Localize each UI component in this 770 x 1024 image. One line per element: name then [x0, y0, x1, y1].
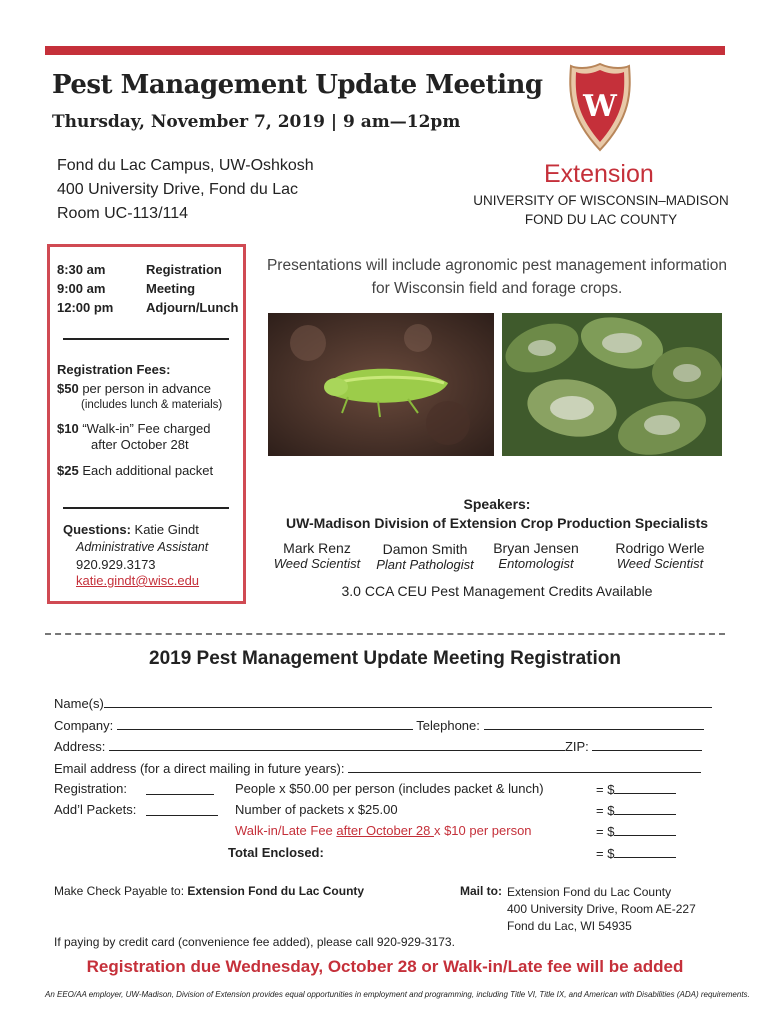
contact-email-link[interactable]: katie.gindt@wisc.edu	[76, 573, 200, 588]
zip-field[interactable]	[592, 738, 702, 751]
fees-heading: Registration Fees:	[57, 362, 171, 377]
extension-wordmark: Extension	[544, 160, 654, 188]
university-name: UNIVERSITY OF WISCONSIN–MADISON	[473, 193, 729, 208]
walkin-text-c: x $10 per person	[433, 823, 532, 838]
zip-label: ZIP:	[564, 739, 589, 754]
speaker	[373, 541, 477, 572]
credit-card-note: If paying by credit card (convenience fee added), please call 920-929-3173.	[54, 935, 455, 949]
fee-walkin	[57, 421, 210, 436]
cut-line	[45, 633, 725, 635]
leafhopper-photo	[268, 313, 494, 456]
schedule-item: Adjourn/Lunch	[146, 300, 239, 315]
speaker	[484, 540, 588, 571]
leaves-photo	[502, 313, 722, 456]
speaker-role: Weed Scientist	[273, 556, 361, 571]
schedule-times	[57, 260, 137, 317]
contact-line	[63, 522, 199, 537]
speakers-subtitle: UW-Madison Division of Extension Crop Production Specialists	[285, 515, 709, 531]
amount-row	[596, 823, 676, 839]
fee-amount: $50	[57, 381, 79, 396]
event-date: Thursday, November 7, 2019 | 9 am—12pm	[52, 112, 461, 132]
payable-row	[54, 884, 364, 898]
mail-line: 400 University Drive, Room AE-227	[507, 902, 696, 916]
email-field[interactable]	[348, 760, 701, 773]
total-label: Total Enclosed:	[228, 845, 324, 860]
location-line: Room UC-113/114	[57, 205, 189, 222]
contact-label: Questions:	[63, 522, 131, 537]
payable-to: Extension Fond du Lac County	[187, 884, 365, 898]
walkin-amount-field[interactable]	[614, 823, 676, 836]
fee-text-cont: after October 28t	[91, 437, 189, 452]
amount-row	[596, 802, 676, 818]
packets-text: Number of packets x $25.00	[235, 802, 398, 817]
speaker-role: Entomologist	[498, 556, 574, 571]
mail-label: Mail to:	[460, 884, 502, 898]
county-name: FOND DU LAC COUNTY	[524, 212, 678, 227]
fee-text: per person in advance	[82, 381, 211, 396]
speakers-title: Speakers:	[463, 496, 531, 512]
crest-letter: W	[583, 89, 617, 124]
names-row	[54, 695, 712, 711]
speakers-heading	[262, 495, 732, 533]
equals-dollar: = $	[596, 803, 615, 818]
ceu-credits: 3.0 CCA CEU Pest Management Credits Available	[341, 583, 653, 599]
fee-packet	[57, 463, 213, 478]
fee-note: (includes lunch & materials)	[81, 399, 223, 411]
packets-amount-field[interactable]	[614, 802, 676, 815]
speaker-name: Damon Smith	[382, 541, 468, 557]
company-row	[54, 717, 704, 733]
payable-label: Make Check Payable to:	[54, 884, 185, 898]
fee-amount: $10	[57, 421, 79, 436]
divider	[63, 507, 229, 509]
speaker-name: Mark Renz	[283, 540, 351, 556]
schedule-time: 12:00 pm	[57, 300, 114, 315]
fee-text: Each additional packet	[82, 463, 214, 478]
amount-row	[596, 781, 676, 797]
equals-dollar: = $	[596, 824, 615, 839]
mail-line: Extension Fond du Lac County	[507, 885, 672, 899]
names-label: Name(s)	[54, 696, 104, 711]
address-label: Address:	[54, 739, 106, 754]
fee-text: “Walk-in” Fee charged	[82, 421, 211, 436]
walkin-text-b: after October 28	[336, 823, 434, 838]
contact-phone: 920.929.3173	[76, 557, 156, 572]
amount-row	[596, 845, 676, 861]
schedule-time: 9:00 am	[57, 281, 106, 296]
schedule-item: Registration	[146, 262, 222, 277]
registration-title: 2019 Pest Management Update Meeting Registration	[149, 648, 621, 669]
people-text: People x $50.00 per person (includes packet & lunch)	[235, 781, 544, 796]
equals-dollar: = $	[596, 782, 615, 797]
address-row	[54, 738, 702, 754]
schedule-items	[146, 260, 246, 317]
deadline-notice: Registration due Wednesday, October 28 or Walk-in/Late fee will be added	[86, 957, 684, 976]
registration-count-field[interactable]	[146, 782, 214, 795]
packets-count-field[interactable]	[146, 803, 218, 816]
eeo-statement: An EEO/AA employer, UW-Madison, Division of Extension provides equal opportunities in employment and programming, including Title VI, Title IX, and American with Disabilities (ADA) requirements.	[45, 990, 750, 999]
walkin-text	[235, 823, 532, 838]
telephone-field[interactable]	[484, 717, 704, 730]
speaker-role: Weed Scientist	[616, 556, 704, 571]
fee-amount: $25	[57, 463, 79, 478]
registration-label: Registration:	[54, 781, 127, 796]
total-amount-field[interactable]	[614, 845, 676, 858]
mail-address	[507, 884, 696, 935]
email-row	[54, 760, 701, 776]
packets-label: Add’l Packets:	[54, 802, 137, 817]
speaker	[604, 540, 716, 571]
registration-amount-field[interactable]	[614, 781, 676, 794]
company-field[interactable]	[117, 717, 413, 730]
speaker-role: Plant Pathologist	[376, 557, 474, 572]
fee-advance	[57, 381, 211, 396]
event-location	[57, 154, 314, 226]
location-line: Fond du Lac Campus, UW-Oshkosh	[57, 157, 314, 174]
speaker-name: Bryan Jensen	[493, 540, 579, 556]
schedule-time: 8:30 am	[57, 262, 106, 277]
names-field[interactable]	[104, 695, 712, 708]
address-field[interactable]	[109, 738, 565, 751]
divider	[63, 338, 229, 340]
uw-crest-logo	[567, 62, 633, 152]
page-title: Pest Management Update Meeting	[52, 70, 543, 100]
speaker	[268, 540, 366, 571]
contact-name: Katie Gindt	[134, 522, 199, 537]
speaker-name: Rodrigo Werle	[615, 540, 705, 556]
company-label: Company:	[54, 718, 114, 733]
location-line: 400 University Drive, Fond du Lac	[57, 181, 298, 198]
schedule-item: Meeting	[146, 281, 196, 296]
contact-role: Administrative Assistant	[76, 540, 209, 554]
walkin-text-a: Walk-in/Late Fee	[235, 823, 337, 838]
mail-line: Fond du Lac, WI 54935	[507, 919, 632, 933]
top-accent-bar	[45, 46, 725, 55]
equals-dollar: = $	[596, 846, 615, 861]
telephone-label: Telephone:	[416, 718, 480, 733]
presentations-text: Presentations will include agronomic pest management information for Wisconsin field and forage crops.	[266, 257, 728, 297]
email-label: Email address (for a direct mailing in future years):	[54, 761, 345, 776]
